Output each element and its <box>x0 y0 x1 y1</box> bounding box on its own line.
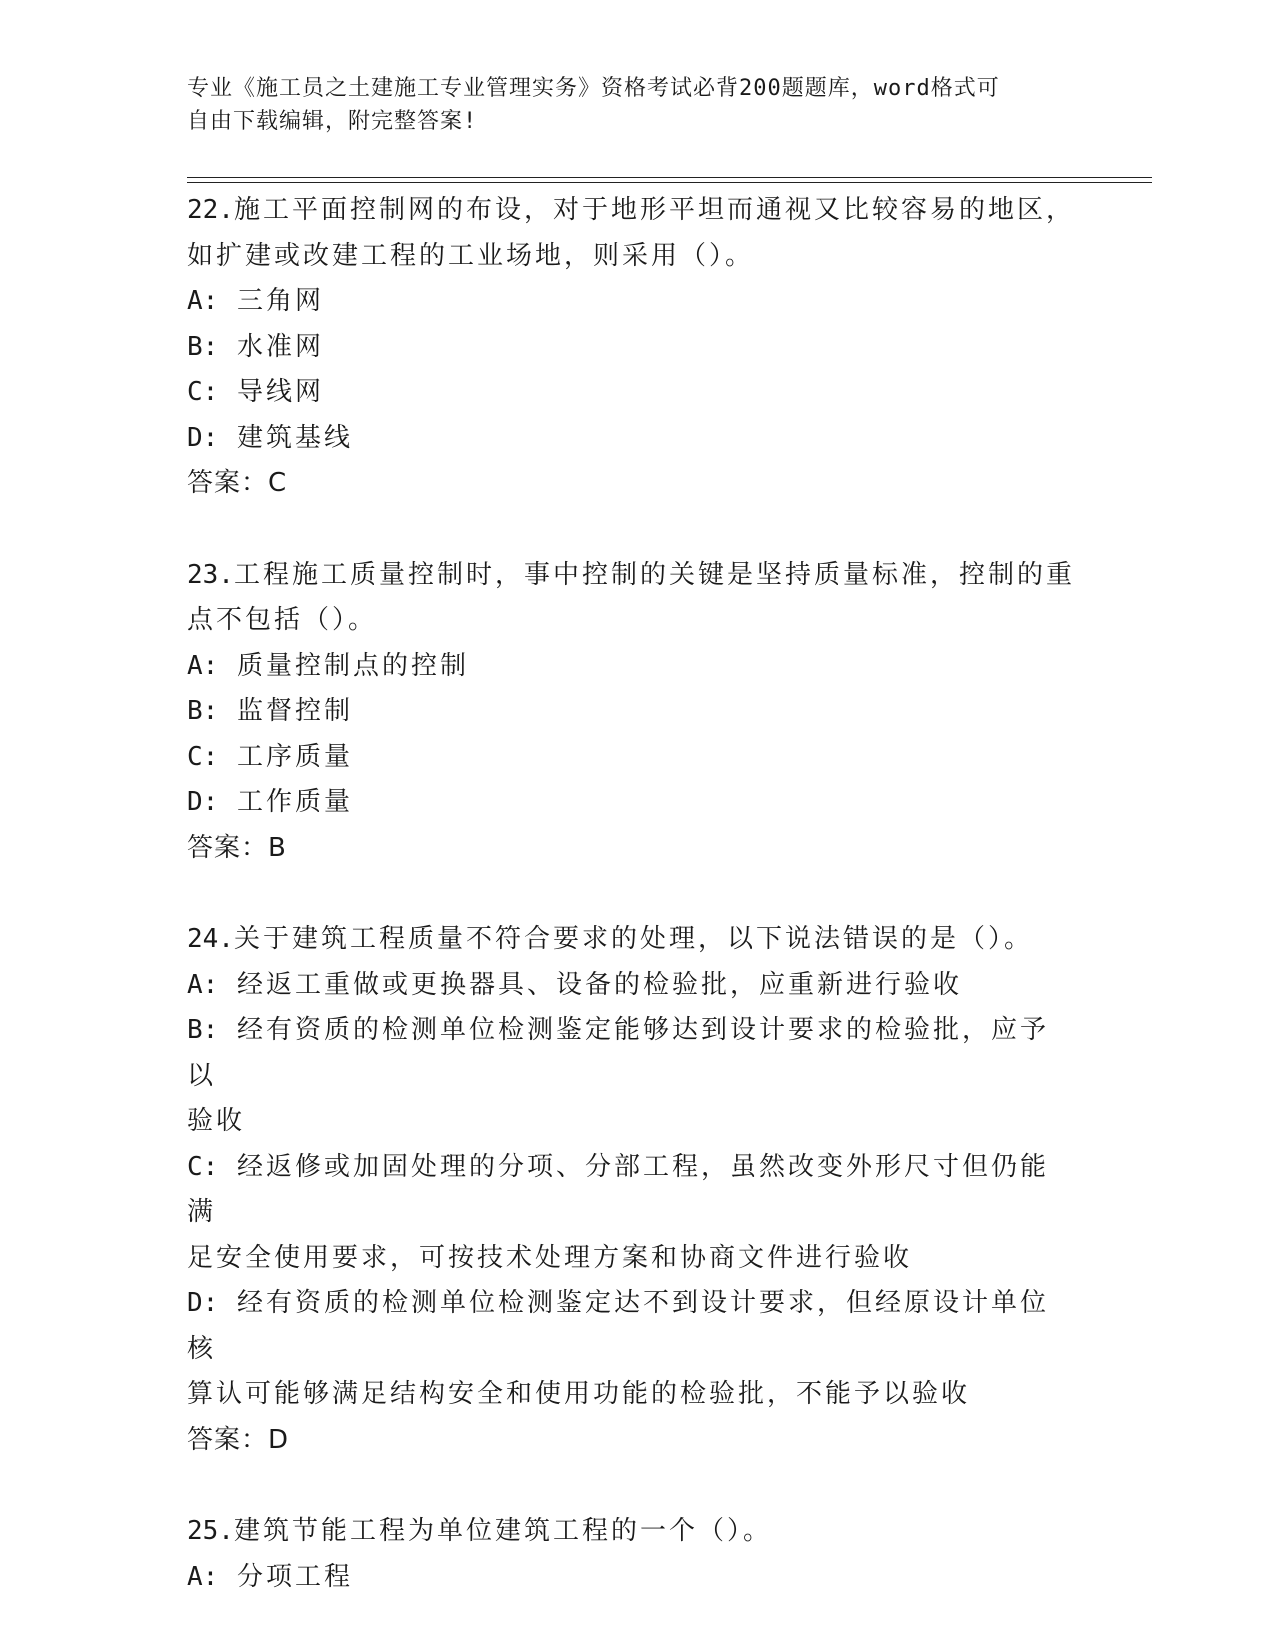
question-stem-line-2: 如扩建或改建工程的工业场地，则采用（）。 <box>187 240 755 271</box>
question-stem <box>187 553 1077 599</box>
option-b <box>187 689 1077 735</box>
option-text: 经返工重做或更换器具、设备的检验批，应重新进行验收 <box>236 969 962 1000</box>
question-22 <box>187 188 1077 507</box>
question-stem <box>187 1509 1077 1555</box>
option-text: 经有资质的检测单位检测鉴定达不到设计要求，但经原设计单位核 <box>187 1288 1049 1364</box>
option-text: 工序质量 <box>236 741 353 772</box>
option-letter: C: <box>187 1151 219 1182</box>
question-stem-line-2: 点不包括（）。 <box>187 605 378 635</box>
option-d <box>187 780 1077 826</box>
question-stem-line-1: 建筑节能工程为单位建筑工程的一个（）。 <box>233 1516 772 1546</box>
question-list <box>187 188 1077 1646</box>
question-25 <box>187 1509 1077 1600</box>
option-text: 导线网 <box>236 377 324 407</box>
option-text: 三角网 <box>236 286 324 316</box>
document-header <box>187 72 1067 138</box>
option-text: 质量控制点的控制 <box>236 650 469 681</box>
option-letter: A: <box>187 1561 219 1592</box>
question-stem-line-1: 关于建筑工程质量不符合要求的处理，以下说法错误的是（）。 <box>233 924 1033 954</box>
header-line-2: 自由下载编辑，附完整答案! <box>187 109 478 134</box>
header-line-1: 专业《施工员之土建施工专业管理实务》资格考试必背200题题库，word格式可 <box>187 76 1000 101</box>
option-text: 经有资质的检测单位检测鉴定能够达到设计要求的检验批，应予以 <box>187 1015 1049 1091</box>
option-letter: A: <box>187 286 219 316</box>
question-number: 23. <box>187 559 234 590</box>
question-23 <box>187 553 1077 872</box>
option-letter: A: <box>187 650 219 681</box>
option-b <box>187 325 1077 371</box>
question-number: 22. <box>187 195 234 225</box>
option-letter: D: <box>187 1288 219 1318</box>
option-c <box>187 1145 1077 1236</box>
answer-line: 答案：D <box>187 1424 290 1455</box>
option-b <box>187 1008 1077 1099</box>
option-text: 工作质量 <box>236 787 353 817</box>
option-letter: A: <box>187 969 219 1000</box>
option-a <box>187 1555 1077 1601</box>
option-a <box>187 644 1077 690</box>
option-d <box>187 416 1077 462</box>
option-letter: B: <box>187 696 219 726</box>
option-letter: D: <box>187 787 219 817</box>
question-stem-line-1: 工程施工质量控制时，事中控制的关键是坚持质量标准，控制的重 <box>233 559 1075 590</box>
header-divider-bottom <box>187 182 1152 183</box>
question-stem <box>187 188 1077 234</box>
option-text: 经返修或加固处理的分项、分部工程，虽然改变外形尺寸但仍能满 <box>187 1151 1049 1227</box>
question-stem-line-1: 施工平面控制网的布设，对于地形平坦而通视又比较容易的地区， <box>233 195 1075 225</box>
option-a <box>187 963 1077 1009</box>
answer-line: 答案：C <box>187 468 288 498</box>
option-letter: D: <box>187 422 219 453</box>
option-letter: C: <box>187 377 219 407</box>
question-stem <box>187 917 1077 963</box>
question-24 <box>187 917 1077 1463</box>
answer-line: 答案：B <box>187 832 287 863</box>
question-number: 25. <box>187 1516 234 1546</box>
option-c <box>187 735 1077 781</box>
option-a <box>187 279 1077 325</box>
option-d <box>187 1281 1077 1372</box>
option-text: 分项工程 <box>236 1561 353 1592</box>
option-letter: B: <box>187 331 219 362</box>
option-c-continued: 足安全使用要求，可按技术处理方案和协商文件进行验收 <box>187 1242 913 1273</box>
option-text: 监督控制 <box>236 696 353 726</box>
option-text: 水准网 <box>236 331 324 362</box>
option-d-continued: 算认可能够满足结构安全和使用功能的检验批，不能予以验收 <box>187 1379 971 1409</box>
option-letter: B: <box>187 1015 219 1045</box>
option-letter: C: <box>187 741 219 772</box>
question-number: 24. <box>187 924 234 954</box>
option-c <box>187 370 1077 416</box>
header-divider-top <box>187 177 1152 178</box>
option-b-continued: 验收 <box>187 1106 246 1136</box>
option-text: 建筑基线 <box>236 422 353 453</box>
